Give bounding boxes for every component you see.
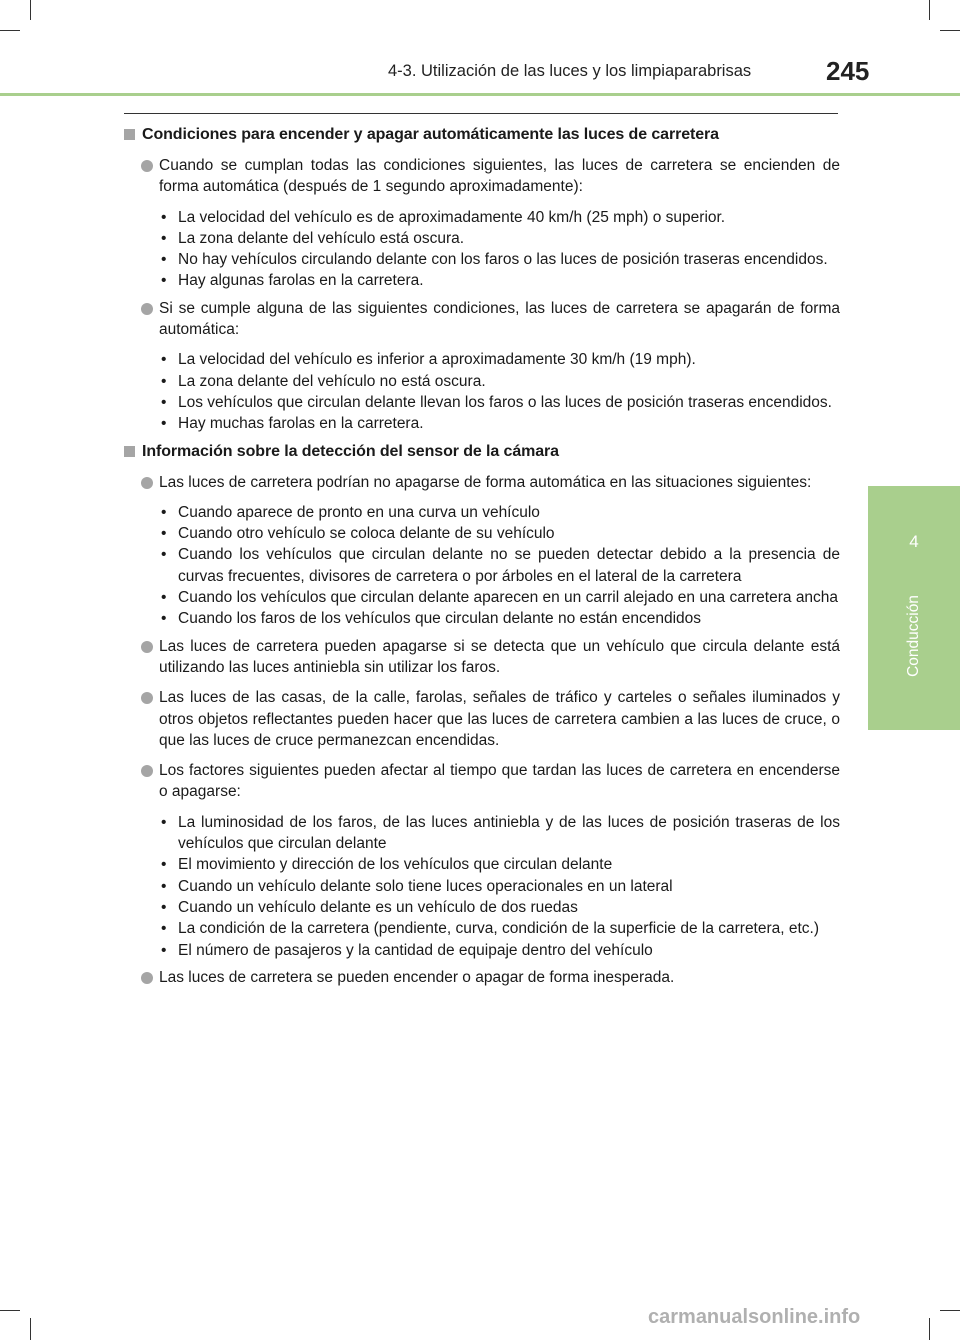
circle-bullet-icon	[141, 692, 153, 704]
list-item: • El número de pasajeros y la cantidad de equipaje dentro del vehículo	[124, 940, 840, 961]
chapter-label: Conducción	[905, 595, 922, 677]
list-item: • Los vehículos que circulan delante llevan los faros o las luces de posición traseras encendidos.	[124, 392, 840, 413]
list-item: • Cuando los vehículos que circulan delante no se pueden detectar debido a la presencia de curvas frecuentes, divisores de carretera o por árboles en el lateral de la carretera	[124, 544, 840, 587]
section-heading	[124, 124, 840, 145]
list-item: • La velocidad del vehículo es inferior a aproximadamente 30 km/h (19 mph).	[124, 349, 840, 370]
bullet-paragraph	[124, 760, 840, 803]
crop-mark	[0, 1310, 20, 1311]
list-item: • La zona delante del vehículo está oscura.	[124, 228, 840, 249]
circle-bullet-icon	[141, 303, 153, 315]
list-item: • La condición de la carretera (pendiente, curva, condición de la superficie de la carretera, etc.)	[124, 918, 840, 939]
bullet-paragraph	[124, 967, 840, 988]
circle-bullet-icon	[141, 641, 153, 653]
list-item: • La luminosidad de los faros, de las luces antiniebla y de las luces de posición traseras de los vehículos que circulan delante	[124, 812, 840, 855]
list-item: • No hay vehículos circulando delante con los faros o las luces de posición traseras encendidos.	[124, 249, 840, 270]
bullet-text: Las luces de carretera pueden apagarse si se detecta que un vehículo que circula delante está utilizando las luces antiniebla sin utilizar los faros.	[159, 637, 840, 676]
content-top-rule	[124, 113, 838, 114]
square-bullet-icon	[124, 446, 135, 457]
bullet-paragraph	[124, 687, 840, 751]
page-number: 245	[826, 56, 870, 86]
section-heading	[124, 441, 840, 462]
circle-bullet-icon	[141, 972, 153, 984]
list-item: • La zona delante del vehículo no está oscura.	[124, 371, 840, 392]
section-heading-text: Información sobre la detección del sensor de la cámara	[142, 442, 559, 460]
list-item: • Cuando otro vehículo se coloca delante de su vehículo	[124, 523, 840, 544]
list-item: • Cuando los vehículos que circulan delante aparecen en un carril alejado en una carretera ancha	[124, 587, 840, 608]
situation-list	[124, 502, 840, 630]
section-heading-text: Condiciones para encender y apagar automáticamente las luces de carretera	[142, 126, 719, 143]
list-item: • Cuando aparece de pronto en una curva un vehículo	[124, 502, 840, 523]
bullet-paragraph	[124, 636, 840, 679]
bullet-text: Las luces de carretera se pueden encender o apagar de forma inesperada.	[159, 968, 675, 986]
crop-mark	[30, 0, 31, 20]
bullet-text: Cuando se cumplan todas las condiciones siguientes, las luces de carretera se encienden de forma automática (después de 1 segundo aproximadamente):	[159, 157, 840, 196]
bullet-text: Los factores siguientes pueden afectar al tiempo que tardan las luces de carretera en encenderse o apagarse:	[159, 762, 840, 801]
watermark: carmanualsonline.info	[648, 1306, 861, 1328]
crop-mark	[30, 1318, 31, 1340]
bullet-text: Si se cumple alguna de las siguientes condiciones, las luces de carretera se apagarán de forma automática:	[159, 299, 840, 339]
list-item: • Hay muchas farolas en la carretera.	[124, 413, 840, 434]
crop-mark	[929, 0, 930, 20]
condition-list	[124, 207, 840, 292]
bullet-paragraph	[124, 298, 840, 341]
circle-bullet-icon	[141, 477, 153, 489]
list-item: • Cuando los faros de los vehículos que circulan delante no están encendidos	[124, 608, 840, 629]
circle-bullet-icon	[141, 160, 153, 172]
crop-mark	[929, 1318, 930, 1340]
list-item: • Hay algunas farolas en la carretera.	[124, 270, 840, 291]
chapter-number: 4	[909, 532, 919, 551]
factor-list	[124, 812, 840, 961]
crop-mark	[940, 30, 960, 31]
circle-bullet-icon	[141, 765, 153, 777]
list-item: • Cuando un vehículo delante es un vehículo de dos ruedas	[124, 897, 840, 918]
section-header: 4-3. Utilización de las luces y los limpiaparabrisas	[388, 62, 752, 80]
crop-mark	[940, 1310, 960, 1311]
bullet-text: Las luces de las casas, de la calle, farolas, señales de tráfico y carteles o señales iluminados y otros objetos reflectantes pueden hacer que las luces de carretera cambien a las luces de cruce, o que las luces de cruce permanezcan encendidas.	[159, 689, 840, 749]
list-item: • Cuando un vehículo delante solo tiene luces operacionales en un lateral	[124, 876, 840, 897]
condition-list	[124, 349, 840, 434]
list-item: • La velocidad del vehículo es de aproximadamente 40 km/h (25 mph) o superior.	[124, 207, 840, 228]
square-bullet-icon	[124, 129, 135, 140]
header-rule	[0, 93, 960, 96]
bullet-paragraph	[124, 472, 840, 493]
bullet-paragraph	[124, 155, 840, 198]
crop-mark	[0, 30, 20, 31]
chapter-tab	[868, 486, 960, 730]
page-content	[124, 124, 840, 997]
bullet-text: Las luces de carretera podrían no apagarse de forma automática en las situaciones siguientes:	[159, 473, 812, 491]
list-item: • El movimiento y dirección de los vehículos que circulan delante	[124, 854, 840, 875]
